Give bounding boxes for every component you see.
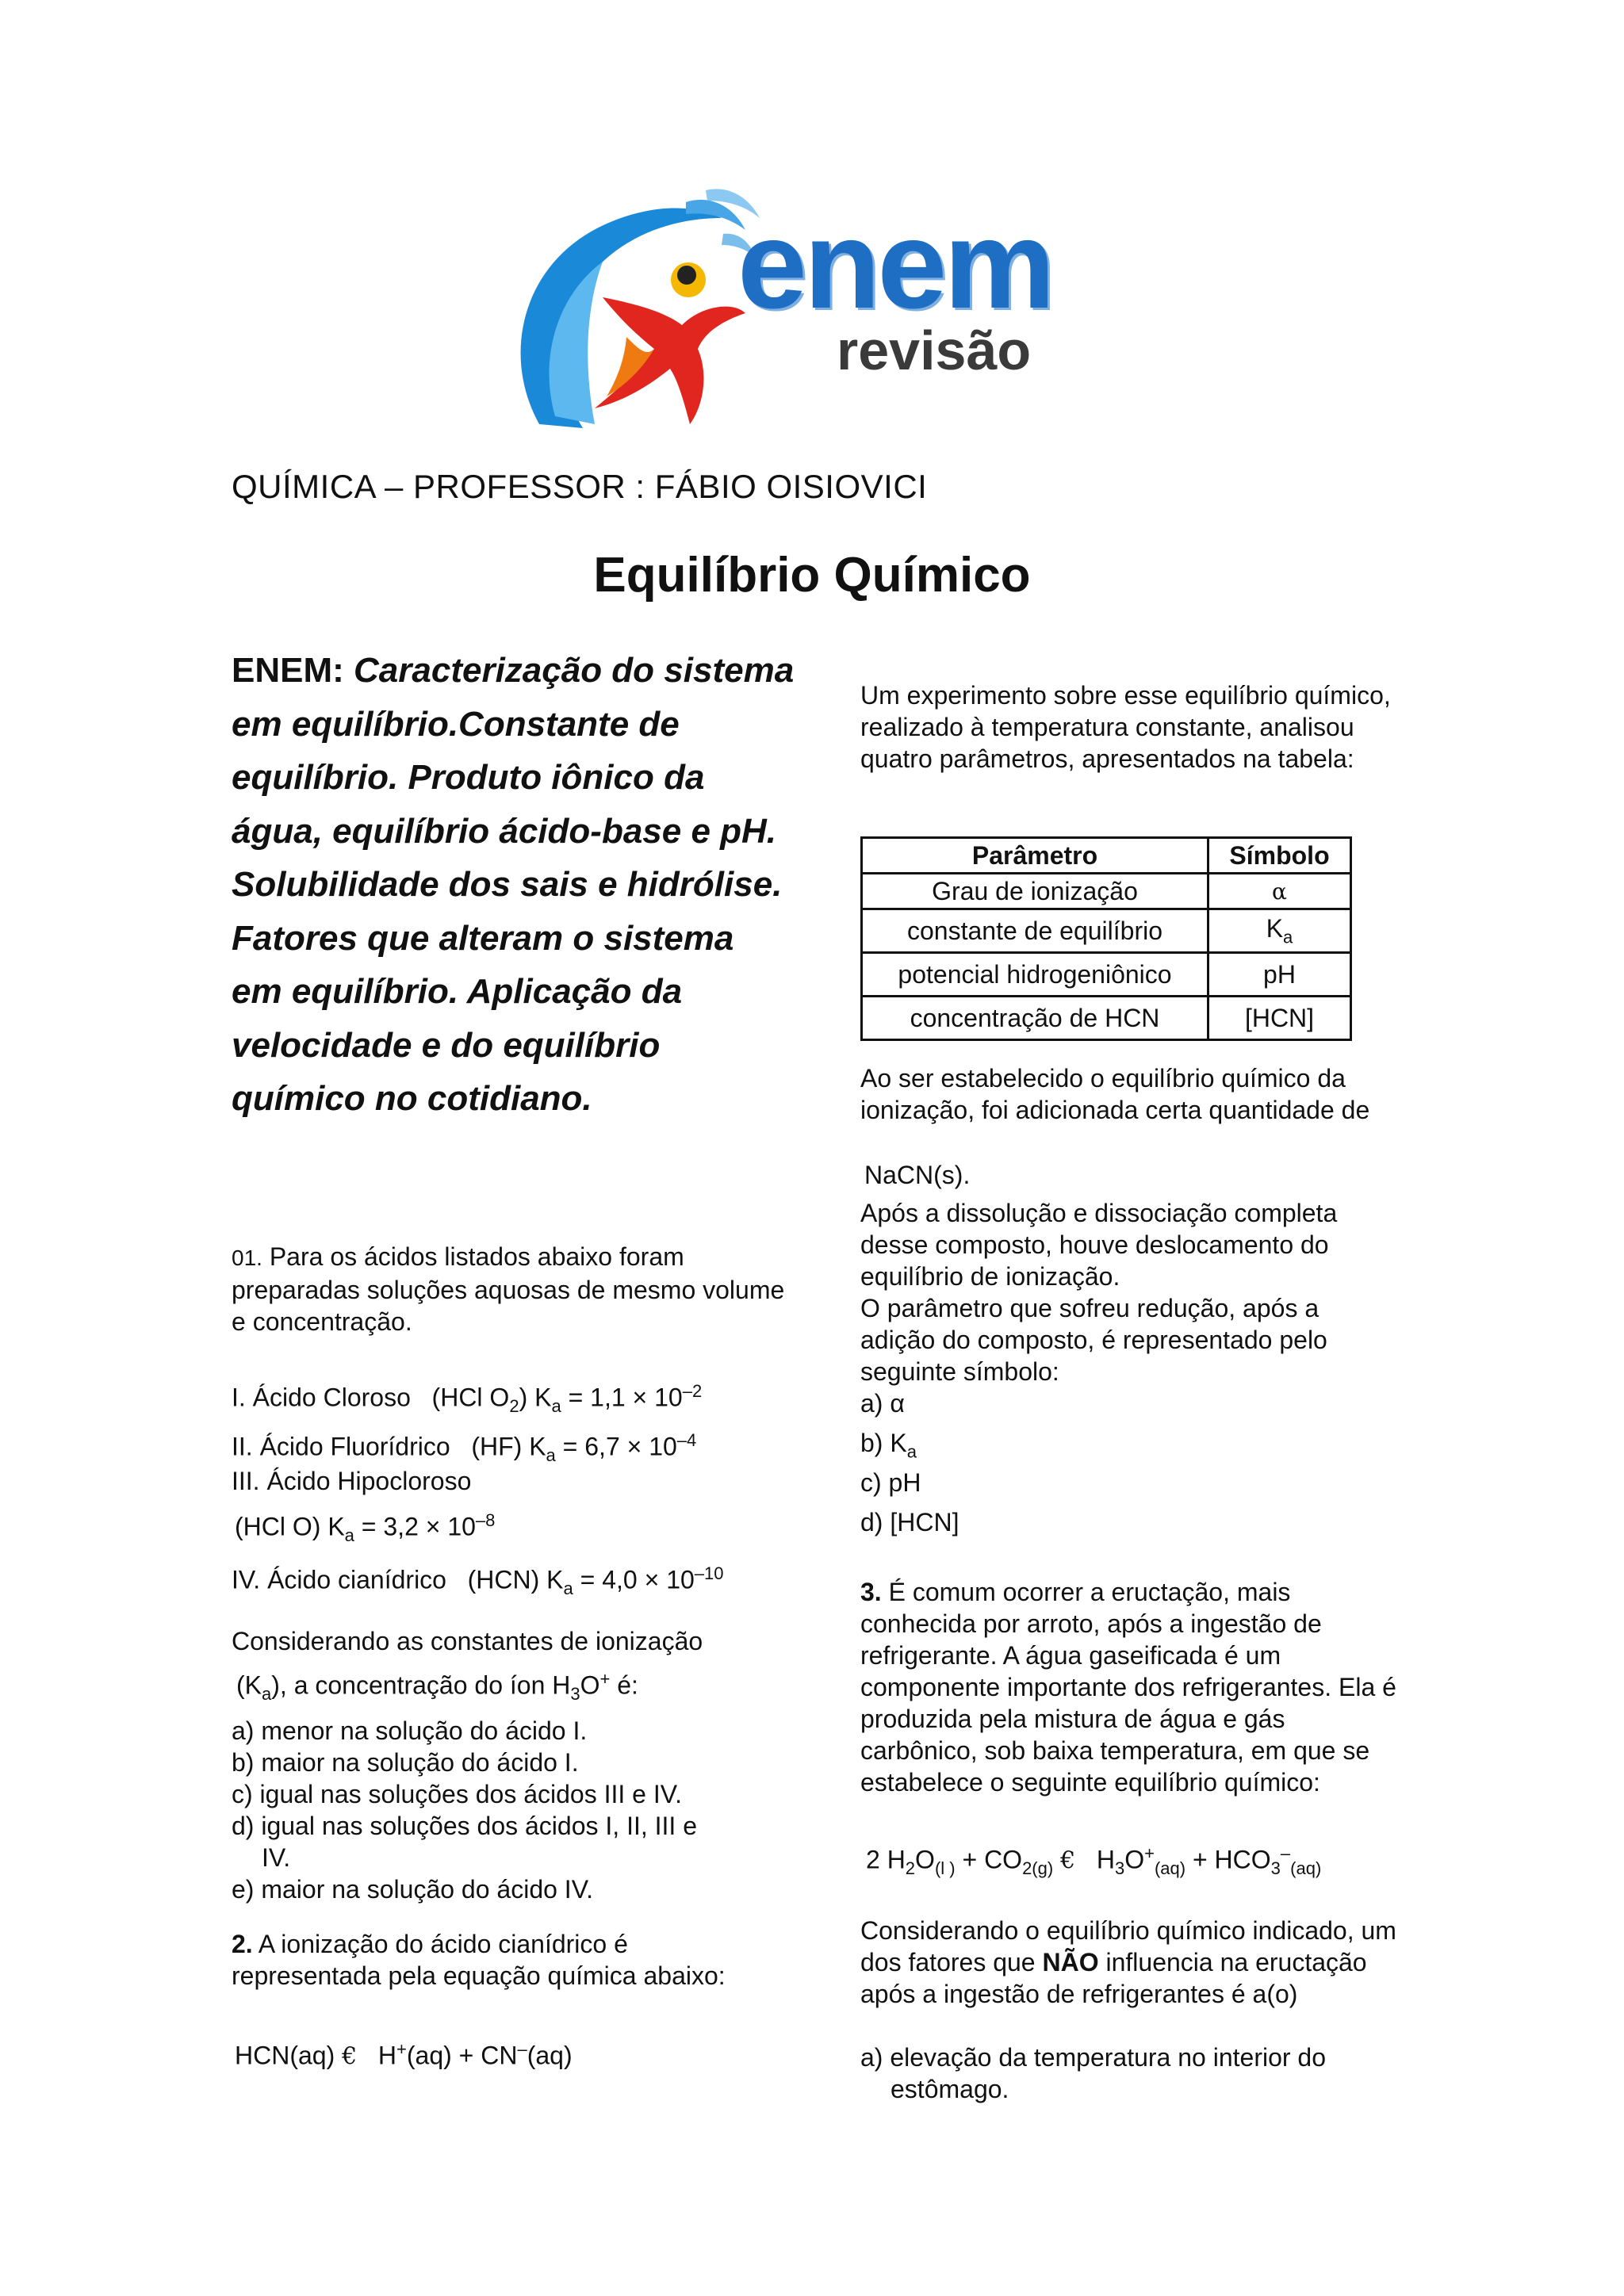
acid-2-k-sub: a (546, 1445, 556, 1466)
page-title (0, 547, 1624, 603)
question-1-prompt (232, 1625, 787, 1905)
eq2-h-sup: + (396, 2039, 407, 2059)
question-2-equation (235, 2034, 573, 2073)
question-1-consider-line-1: Considerando as constantes de ionização (232, 1627, 703, 1655)
acid-3-k-sub: a (344, 1525, 354, 1546)
consider-plus-sup: + (599, 1669, 611, 1689)
question-1-option-a[interactable]: a) menor na solução do ácido I. (232, 1716, 588, 1746)
question-3-consider-b: influencia na eructação após a ingestão de refrigerantes é a(o) (860, 1948, 1367, 2008)
eq3-minus-sup: – (1280, 1843, 1291, 1863)
table-row (862, 874, 1351, 909)
question-2-after-text-2: NaCN(s). (864, 1161, 971, 1189)
question-1-intro-text: Para os ácidos listados abaixo foram preparadas soluções aquosas de mesmo volume e concentração. (232, 1242, 785, 1336)
subject-professor-line: QUÍMICA – PROFESSOR : FÁBIO OISIOVICI (232, 468, 928, 505)
table-ka-sub: a (1283, 927, 1293, 947)
question-2-after-text-3: Após a dissolução e dissociação completa desse composto, houve deslocamento do equilíbrio de ionização. (860, 1199, 1338, 1291)
eq3-hco3-sub: 3 (1270, 1858, 1281, 1879)
question-1-option-d-continued[interactable]: IV. (262, 1843, 291, 1873)
eq3-h2-sub: 2 (905, 1858, 916, 1879)
topics-text-1: Caracterização do sistema (343, 651, 795, 690)
eq2-cn-sup: – (517, 2039, 527, 2059)
table-cell-symbol: α (1208, 874, 1351, 909)
consider-ka-open: (K (236, 1670, 262, 1700)
question-2-option-d[interactable]: d) [HCN] (860, 1508, 959, 1536)
question-3-number: 3. (860, 1578, 882, 1606)
consider-ion-text: ), a concentração do íon H (271, 1670, 571, 1700)
question-1-consider-line-2 (236, 1663, 787, 1710)
acid-4-exponent: –10 (694, 1563, 724, 1583)
eq3-o: O (915, 1845, 935, 1874)
logo-revisao-text: revisão (837, 320, 1032, 381)
acid-1-formula: (HCl O (431, 1383, 510, 1412)
topics-text-4: água, equilíbrio ácido-base e pH. (232, 811, 777, 851)
acid-item-3-name (232, 1465, 471, 1497)
eq3-o2: O (1124, 1845, 1145, 1874)
consider-ka-sub: a (262, 1684, 272, 1705)
table-cell-parameter: constante de equilíbrio (862, 909, 1208, 953)
eq3-liquid-sub: (l ) (934, 1858, 956, 1879)
table-header-row (862, 838, 1351, 874)
acid-4-value: = 4,0 × 10 (580, 1565, 695, 1594)
consider-o: O (580, 1670, 600, 1700)
eq2-arrow: € (342, 2042, 358, 2071)
eq3-aq-sub-2: (aq) (1290, 1858, 1322, 1879)
table-row (862, 953, 1351, 997)
acid-4-formula: (HCN) (467, 1565, 540, 1594)
question-1-intro (232, 1241, 787, 1337)
eq3-plus-sup: + (1144, 1843, 1155, 1863)
question-2-text-2: representada pela equação química abaixo: (232, 1961, 726, 1990)
question-1-number: 01. (232, 1246, 262, 1270)
eq2-end: (aq) (527, 2041, 573, 2070)
acid-4-name: IV. Ácido cianídrico (232, 1565, 446, 1594)
question-2-text-1: A ionização do ácido cianídrico é (252, 1930, 628, 1958)
question-1-option-e[interactable]: e) maior na solução do ácido IV. (232, 1875, 593, 1904)
question-3-option-a-continued[interactable]: estômago. (891, 2075, 1009, 2103)
question-2-option-b-text: b) K (860, 1429, 907, 1457)
acid-2-formula: (HF) (471, 1432, 523, 1461)
eq2-h: H (377, 2041, 396, 2070)
question-1-option-d[interactable]: d) igual nas soluções dos ácidos I, II, III e (232, 1812, 697, 1841)
acid-1-name: I. Ácido Cloroso (232, 1383, 411, 1412)
eq2-middle: (aq) + CN (406, 2041, 518, 2070)
topics-text-2: em equilíbrio.Constante de (232, 704, 680, 744)
topics-text-6: Fatores que alteram o sistema (232, 918, 734, 958)
acid-4-k-sub: a (563, 1578, 573, 1599)
eq3-hco: + HCO (1185, 1845, 1271, 1874)
table-cell-symbol: [HCN] (1208, 997, 1351, 1040)
acid-item-4 (232, 1558, 724, 1605)
acid-3-formula: (HCl O) (235, 1512, 321, 1541)
question-3-nao: NÃO (1042, 1948, 1099, 1976)
question-2-options (860, 1387, 1400, 1546)
topics-label: ENEM: (232, 651, 344, 690)
acid-1-formula-sub: 2 (509, 1396, 519, 1417)
eq3-arrow: € (1060, 1846, 1076, 1875)
eq3-co: + CO (955, 1845, 1023, 1874)
topics-text-5: Solubilidade dos sais e hidrólise. (232, 865, 783, 904)
question-3-options (860, 2042, 1400, 2105)
topics-text-7: em equilíbrio. Aplicação da (232, 972, 683, 1011)
acid-2-k: K (529, 1432, 546, 1461)
question-2-option-c[interactable]: c) pH (860, 1468, 921, 1497)
acid-1-value: = 1,1 × 10 (568, 1383, 683, 1412)
table-cell-parameter: potencial hidrogeniônico (862, 953, 1208, 997)
question-3-consider-a: Considerando o equilíbrio químico indicado, um dos fatores que (860, 1916, 1396, 1976)
topics-line-1 (232, 644, 810, 698)
question-2-intro (232, 1928, 802, 1992)
question-3-option-a[interactable]: a) elevação da temperatura no interior do (860, 2043, 1327, 2072)
acid-2-exponent: –4 (676, 1430, 697, 1450)
logo-enem-text: enem (737, 195, 1052, 335)
question-2-after-text-1: Ao ser estabelecido o equilíbrio químico da ionização, foi adicionada certa quantidade de (860, 1064, 1370, 1124)
question-1-option-c[interactable]: c) igual nas soluções dos ácidos III e IV. (232, 1780, 683, 1809)
eq3-h3-sub: 3 (1114, 1858, 1125, 1879)
topics-text-8: velocidade e do equilíbrio (232, 1025, 661, 1065)
acid-1-k: K (534, 1383, 552, 1412)
acid-2-value: = 6,7 × 10 (562, 1432, 677, 1461)
acid-3-exponent: –8 (475, 1510, 496, 1530)
parameters-table (860, 836, 1352, 1041)
topics-text-3: equilíbrio. Produto iônico da (232, 758, 705, 797)
acid-1-formula-end: ) (519, 1383, 528, 1412)
acid-1-exponent: –2 (682, 1381, 703, 1401)
eq3-co2-sub: 2(g) (1022, 1858, 1054, 1879)
acid-2-name: II. Ácido Fluorídrico (232, 1432, 450, 1461)
acid-1-k-sub: a (551, 1396, 561, 1417)
question-2-after-text-4: O parâmetro que sofreu redução, após a adição do composto, é representado pelo seguinte símbolo: (860, 1294, 1327, 1386)
table-cell-parameter: concentração de HCN (862, 997, 1208, 1040)
acid-item-3-formula (235, 1505, 495, 1552)
eq2-left: HCN(aq) (235, 2041, 335, 2070)
eq3-2h: 2 H (866, 1845, 906, 1874)
question-3-body: É comum ocorrer a eructação, mais conhecida por arroto, após a ingestão de refrigerante. A água gaseificada é um componente importante dos refrigerantes. Ela é produzida pela mistura de água e gás carbônico, sob baixa temperatura, em que se estabelece o seguinte equilíbrio químico: (860, 1578, 1396, 1797)
question-2-experiment-text: Um experimento sobre esse equilíbrio químico, realizado à temperatura constante, analisou quatro parâmetros, apresentados na tabela: (860, 681, 1391, 773)
table-header-parameter: Parâmetro (862, 838, 1208, 874)
table-header-symbol: Símbolo (1208, 838, 1351, 874)
table-row (862, 997, 1351, 1040)
page-title-text: Equilíbrio Químico (593, 548, 1031, 603)
acid-3-value: = 3,2 × 10 (361, 1512, 476, 1541)
consider-end: é: (610, 1670, 638, 1700)
enem-revisao-logo (508, 186, 1142, 448)
acid-item-1 (232, 1376, 702, 1422)
acid-3-name: III. Ácido Hipocloroso (232, 1467, 472, 1495)
question-3-consider (860, 1915, 1400, 2010)
question-3-equation (866, 1838, 1321, 1885)
topics-text-9: químico no cotidiano. (232, 1079, 592, 1118)
consider-h3-sub: 3 (570, 1684, 580, 1705)
table-row (862, 909, 1351, 953)
question-1-option-b[interactable]: b) maior na solução do ácido I. (232, 1748, 579, 1777)
table-cell-parameter: Grau de ionização (862, 874, 1208, 909)
eq3-h: H (1096, 1845, 1115, 1874)
eq3-aq-sub-1: (aq) (1154, 1858, 1186, 1879)
question-3-text (860, 1576, 1400, 1798)
question-2-number: 2. (232, 1930, 253, 1958)
table-cell-symbol (1208, 909, 1351, 953)
table-cell-symbol: pH (1208, 953, 1351, 997)
table-ka-k: K (1266, 913, 1284, 943)
question-2-option-b[interactable] (860, 1427, 1400, 1467)
acid-4-k: K (546, 1565, 564, 1594)
question-2-line-1 (232, 1928, 802, 1960)
acid-3-k: K (327, 1512, 345, 1541)
enem-topics-block (232, 644, 810, 1126)
question-2-option-b-sub: a (906, 1441, 917, 1462)
question-2-option-a[interactable]: a) α (860, 1389, 905, 1418)
